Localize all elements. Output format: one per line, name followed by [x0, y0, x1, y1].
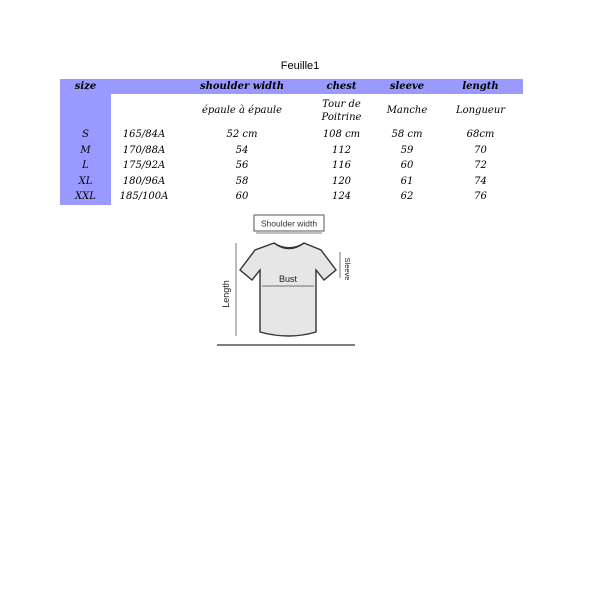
header-height	[111, 79, 177, 94]
chest-cell: 120	[331, 175, 352, 187]
sleeve-cell: 62	[400, 191, 414, 203]
table-row	[60, 174, 523, 190]
shoulder-cell: 52 cm	[226, 129, 258, 141]
header-size: size	[60, 79, 111, 94]
size-cell: XL	[60, 174, 111, 190]
chest-cell: 108 cm	[322, 129, 361, 141]
shoulder-cell: 60	[235, 191, 249, 203]
subheader-shoulder: épaule à épaule	[202, 105, 282, 116]
chest-cell: 112	[331, 144, 352, 156]
tshirt-shape	[240, 243, 336, 336]
size-chart-table	[60, 79, 523, 205]
table-row	[60, 158, 523, 174]
table-row	[60, 127, 523, 143]
header-shoulder-width: shoulder width	[177, 79, 307, 94]
shoulder-cell: 58	[235, 175, 249, 187]
height-cell: 165/84A	[122, 129, 166, 141]
length-cell: 74	[474, 175, 487, 187]
sleeve-cell: 59	[400, 144, 414, 156]
size-cell: M	[60, 143, 111, 159]
length-cell: 70	[474, 144, 487, 156]
length-cell: 76	[474, 191, 487, 203]
sheet-title: Feuille1	[280, 60, 320, 72]
subheader-size	[60, 94, 111, 127]
height-cell: 185/100A	[119, 191, 169, 203]
tshirt-measurement-diagram	[212, 212, 362, 352]
header-length: length	[438, 79, 523, 94]
sleeve-label: Sleeve	[343, 257, 352, 281]
table-subheader-row	[60, 94, 523, 127]
sleeve-cell: 61	[400, 175, 414, 187]
header-sleeve: sleeve	[376, 79, 438, 94]
shoulder-cell: 56	[235, 160, 249, 172]
height-cell: 180/96A	[122, 175, 166, 187]
sleeve-cell: 58 cm	[391, 129, 423, 141]
chest-cell: 116	[331, 160, 352, 172]
chest-cell: 124	[331, 191, 352, 203]
shoulder-cell: 54	[235, 144, 249, 156]
length-label: Length	[221, 280, 231, 308]
table-row	[60, 143, 523, 159]
table-header-row	[60, 79, 523, 94]
size-cell: XXL	[60, 189, 111, 205]
shoulder-width-label: Shoulder width	[260, 218, 318, 229]
size-cell: L	[60, 158, 111, 174]
table-row	[60, 189, 523, 205]
header-chest: chest	[307, 79, 376, 94]
height-cell: 170/88A	[122, 144, 166, 156]
subheader-chest-text: Tour de Poitrine	[321, 98, 362, 123]
bust-label: Bust	[278, 274, 298, 284]
height-cell: 175/92A	[122, 160, 166, 172]
length-cell: 72	[474, 160, 487, 172]
subheader-chest	[307, 94, 376, 127]
size-cell: S	[60, 127, 111, 143]
subheader-sleeve: Manche	[386, 105, 428, 116]
subheader-height	[111, 94, 177, 127]
subheader-length: Longueur	[455, 105, 506, 116]
length-cell: 68cm	[466, 129, 495, 141]
sleeve-cell: 60	[400, 160, 414, 172]
